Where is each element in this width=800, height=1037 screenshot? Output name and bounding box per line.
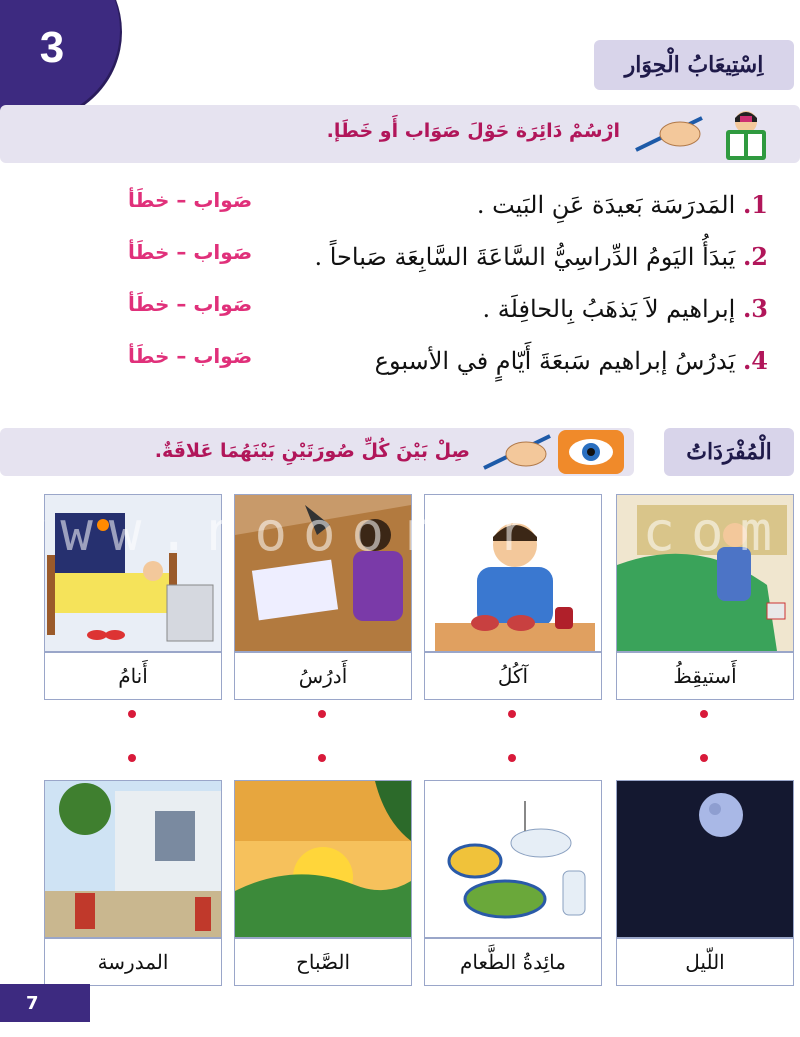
eye-icon xyxy=(556,428,626,476)
match-dot-top[interactable] xyxy=(700,710,708,718)
studying-boy-icon xyxy=(235,495,411,651)
word-eat: آكُلُ xyxy=(424,652,602,700)
writing-hand-icon xyxy=(478,430,558,474)
word-dining-table: مائِدةُ الطَّعام xyxy=(424,938,602,986)
question-text: إبراهيم لاَ يَذهَبُ بِالحافِلَة . xyxy=(482,295,736,323)
question-2 xyxy=(314,242,768,271)
eating-boy-icon xyxy=(425,495,601,651)
true-false-choice-1[interactable]: صَواب – خطَأ xyxy=(128,188,253,212)
picture-eating[interactable] xyxy=(424,494,602,652)
picture-morning[interactable] xyxy=(234,780,412,938)
unit-number: 3 xyxy=(39,23,65,72)
true-false-choice-3[interactable]: صَواب – خطَأ xyxy=(128,292,253,316)
match-dot-bottom[interactable] xyxy=(318,754,326,762)
question-text: يَدرُسُ إبراهيم سَبعَةَ أَيّامٍ في الأسبوع xyxy=(374,347,736,375)
match-dot-top[interactable] xyxy=(508,710,516,718)
picture-night[interactable] xyxy=(616,780,794,938)
picture-sleeping[interactable] xyxy=(44,494,222,652)
question-number: 3. xyxy=(742,294,768,323)
match-dot-bottom[interactable] xyxy=(128,754,136,762)
match-dot-bottom[interactable] xyxy=(700,754,708,762)
waking-boy-icon xyxy=(617,495,793,651)
question-number: 2. xyxy=(742,242,768,271)
question-1 xyxy=(477,190,768,219)
picture-dining-table[interactable] xyxy=(424,780,602,938)
school-icon xyxy=(45,781,221,937)
section2-title: الْمُفْرَدَاتُ xyxy=(664,428,794,476)
question-text: المَدرَسَة بَعيدَة عَنِ البَيت . xyxy=(476,191,736,219)
question-text: يَبدَأُ اليَومُ الدِّراسِيُّ السَّاعَةَ السَّابِعَة صَباحاً . xyxy=(314,243,736,271)
match-dot-bottom[interactable] xyxy=(508,754,516,762)
picture-waking-up[interactable] xyxy=(616,494,794,652)
writing-hand-icon xyxy=(630,112,710,156)
page-number: 7 xyxy=(0,984,90,1022)
word-school: المدرسة xyxy=(44,938,222,986)
watermark: www.nooorart.com xyxy=(11,500,789,563)
true-false-choice-2[interactable]: صَواب – خطَأ xyxy=(128,240,253,264)
dining-table-icon xyxy=(425,781,601,937)
section2-instruction: صِلْ بَيْنَ كُلِّ صُورَتَيْنِ بَيْنَهُمَا عَلاقَةٌ. xyxy=(154,440,470,462)
question-4 xyxy=(375,346,768,375)
question-3 xyxy=(482,294,768,323)
match-dot-top[interactable] xyxy=(128,710,136,718)
question-number: 4. xyxy=(742,346,768,375)
sleeping-boy-icon xyxy=(45,495,221,651)
question-number: 1. xyxy=(742,190,768,219)
word-night: اللّيل xyxy=(616,938,794,986)
moon-icon xyxy=(617,781,793,937)
section1-instruction: ارْسُمْ دَائِرَة حَوْلَ صَوَاب أَو خَطَإ. xyxy=(326,120,620,142)
word-morning: الصَّباح xyxy=(234,938,412,986)
sunrise-icon xyxy=(235,781,411,937)
picture-school[interactable] xyxy=(44,780,222,938)
word-study: أَدرُسُ xyxy=(234,652,412,700)
section1-title: اِسْتِيعَابُ الْحِوَار xyxy=(594,40,794,90)
match-dot-top[interactable] xyxy=(318,710,326,718)
word-sleep: أَنامُ xyxy=(44,652,222,700)
picture-studying[interactable] xyxy=(234,494,412,652)
true-false-choice-4[interactable]: صَواب – خطَأ xyxy=(128,344,253,368)
reading-boy-icon xyxy=(716,108,776,162)
word-wake-up: أَستيقِظُ xyxy=(616,652,794,700)
